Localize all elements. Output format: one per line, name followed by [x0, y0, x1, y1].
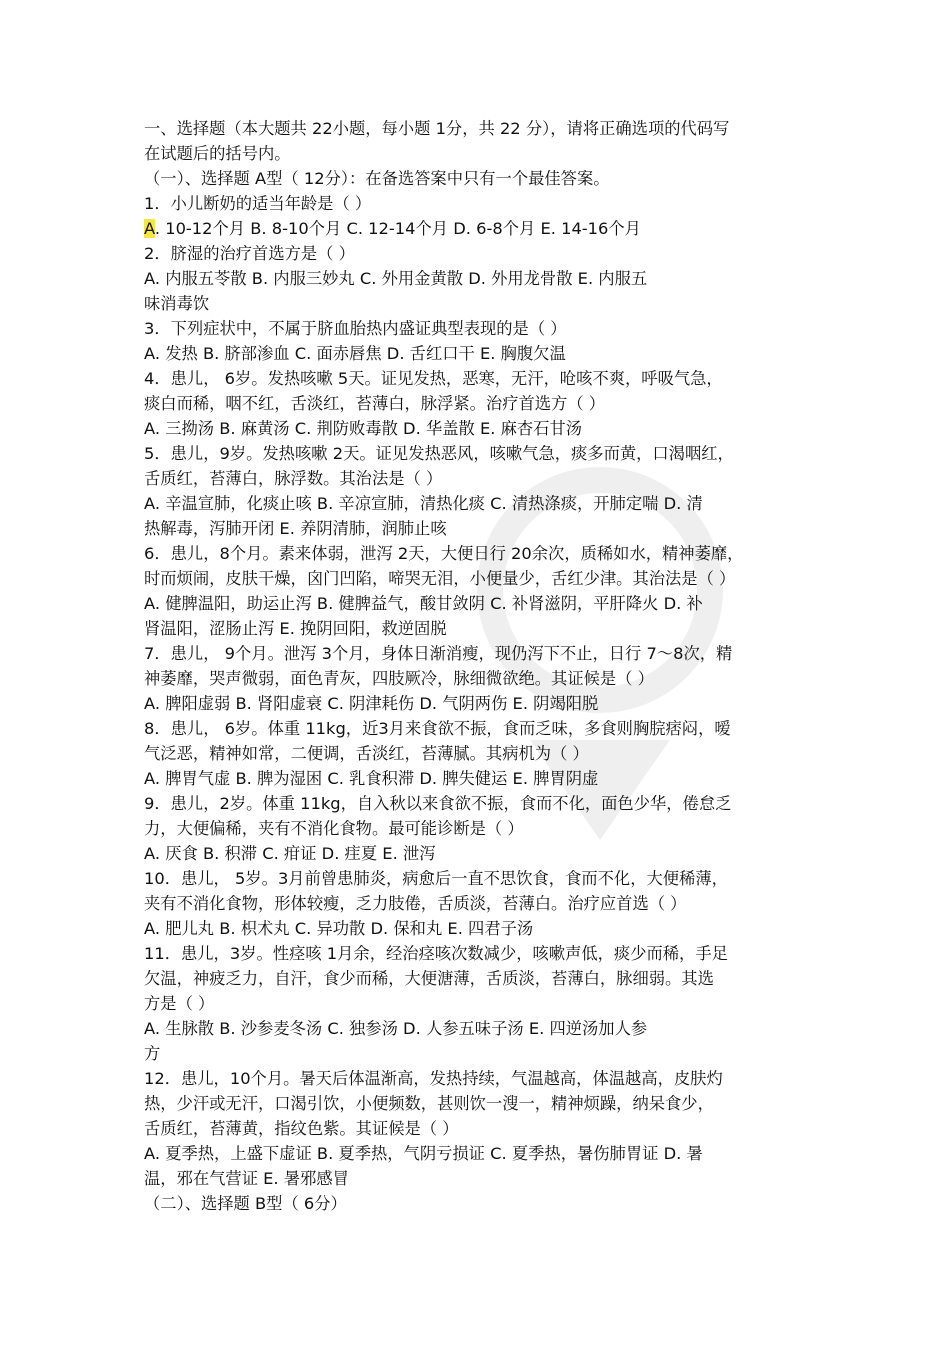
section-heading: 一、选择题（本大题共 22小题，每小题 1分，共 22 分），请将正确选项的代码写 — [144, 119, 730, 138]
question-4-options: A. 三拗汤 B. 麻黄汤 C. 荆防败毒散 D. 华盖散 E. 麻杏石甘汤 — [144, 419, 583, 438]
section-heading-cont: 在试题后的括号内。 — [144, 144, 291, 163]
question-1-options-text: . 10-12个月 B. 8-10个月 C. 12-14个月 D. 6-8个月 E. 14-16个月 — [154, 219, 641, 238]
question-4: 4．患儿， 6岁。发热咳嗽 5天。证见发热，恶寒，无汗，呛咳不爽，呼吸气急， — [144, 369, 723, 388]
question-11-cont-2: 方是（ ） — [144, 994, 215, 1013]
question-2: 2．脐湿的治疗首选方是（ ） — [144, 244, 355, 263]
question-10: 10．患儿， 5岁。3月前曾患肺炎，病愈后一直不思饮食，食而不化，大便稀薄， — [144, 869, 728, 888]
question-2-options-cont: 味消毒饮 — [144, 294, 210, 313]
question-5-options: A. 辛温宣肺，化痰止咳 B. 辛凉宣肺，清热化痰 C. 清热涤痰，开肺定喘 D. 清 — [144, 494, 703, 513]
question-9-cont: 力，大便偏稀，夹有不消化食物。最可能诊断是（ ） — [144, 819, 524, 838]
question-9: 9．患儿，2岁。体重 11kg，自入秋以来食欲不振，食而不化，面色少华，倦怠乏 — [144, 794, 732, 813]
highlighted-answer: A — [144, 219, 155, 238]
question-8: 8．患儿， 6岁。体重 11kg，近3月来食欲不振，食而乏味，多食则胸脘痞闷，嗳 — [144, 719, 731, 738]
question-3-options: A. 发热 B. 脐部渗血 C. 面赤唇焦 D. 舌红口干 E. 胸腹欠温 — [144, 344, 566, 363]
question-6-options: A. 健脾温阳，助运止泻 B. 健脾益气，酸甘敛阴 C. 补肾滋阴，平肝降火 D. 补 — [144, 594, 703, 613]
question-12-cont: 热，少汗或无汗，口渴引饮，小便频数，甚则饮一溲一，精神烦躁，纳呆食少， — [144, 1094, 714, 1113]
subsection-heading-b: （二）、选择题 B型（ 6分） — [144, 1194, 347, 1213]
question-8-cont: 气泛恶，精神如常，二便调，舌淡红，苔薄腻。其病机为（ ） — [144, 744, 589, 763]
question-5-options-cont: 热解毒，泻肺开闭 E. 养阴清肺，润肺止咳 — [144, 519, 447, 538]
exam-text — [144, 116, 824, 1216]
question-6: 6．患儿，8个月。素来体弱，泄泻 2天，大便日行 20余次，质稀如水，精神萎靡， — [144, 544, 744, 563]
question-12-options: A. 夏季热，上盛下虚证 B. 夏季热，气阴亏损证 C. 夏季热，暑伤肺胃证 D. 暑 — [144, 1144, 703, 1163]
question-5: 5．患儿，9岁。发热咳嗽 2天。证见发热恶风，咳嗽气急，痰多而黄，口渴咽红， — [144, 444, 734, 463]
question-11-options: A. 生脉散 B. 沙参麦冬汤 C. 独参汤 D. 人参五味子汤 E. 四逆汤加人参 — [144, 1019, 648, 1038]
question-12-options-cont: 温，邪在气营证 E. 暑邪感冒 — [144, 1169, 349, 1188]
question-10-options: A. 肥儿丸 B. 枳术丸 C. 异功散 D. 保和丸 E. 四君子汤 — [144, 919, 534, 938]
question-7-options: A. 脾阳虚弱 B. 肾阳虚衰 C. 阴津耗伤 D. 气阴两伤 E. 阴竭阳脱 — [144, 694, 599, 713]
question-8-options: A. 脾胃气虚 B. 脾为湿困 C. 乳食积滞 D. 脾失健运 E. 脾胃阴虚 — [144, 769, 599, 788]
question-10-cont: 夹有不消化食物，形体较瘦，乏力肢倦，舌质淡，苔薄白。治疗应首选（ ） — [144, 894, 687, 913]
question-2-options: A. 内服五苓散 B. 内服三妙丸 C. 外用金黄散 D. 外用龙骨散 E. 内服五 — [144, 269, 648, 288]
question-1-options — [144, 216, 824, 241]
question-6-options-cont: 肾温阳，涩肠止泻 E. 挽阴回阳，救逆固脱 — [144, 619, 447, 638]
question-11: 11．患儿，3岁。性痉咳 1月余，经治痉咳次数减少，咳嗽声低，痰少而稀，手足 — [144, 944, 728, 963]
question-5-cont: 舌质红，苔薄白，脉浮数。其治法是（ ） — [144, 469, 443, 488]
question-7: 7．患儿， 9个月。泄泻 3个月，身体日渐消瘦，现仍泻下不止，日行 7～8次，精 — [144, 644, 733, 663]
subsection-heading-a: （一）、选择题 A型（ 12分）：在备选答案中只有一个最佳答案。 — [144, 169, 610, 188]
question-12: 12．患儿，10个月。暑天后体温渐高，发热持续，气温越高，体温越高，皮肤灼 — [144, 1069, 723, 1088]
question-12-cont-2: 舌质红，苔薄黄，指纹色紫。其证候是（ ） — [144, 1119, 459, 1138]
question-7-cont: 神萎靡，哭声微弱，面色青灰，四肢厥冷，脉细微欲绝。其证候是（ ） — [144, 669, 654, 688]
question-11-options-cont: 方 — [144, 1044, 161, 1063]
question-3: 3．下列症状中，不属于脐血胎热内盛证典型表现的是（ ） — [144, 319, 567, 338]
question-4-cont: 痰白而稀，咽不红，舌淡红，苔薄白，脉浮紧。治疗首选方（ ） — [144, 394, 606, 413]
question-9-options: A. 厌食 B. 积滞 C. 疳证 D. 疰夏 E. 泄泻 — [144, 844, 436, 863]
question-11-cont: 欠温，神疲乏力，自汗，食少而稀，大便溏薄，舌质淡，苔薄白，脉细弱。其选 — [144, 969, 714, 988]
question-1: 1．小儿断奶的适当年龄是（ ） — [144, 194, 372, 213]
question-6-cont: 时而烦闹，皮肤干燥，囟门凹陷，啼哭无泪，小便量少，舌红少津。其治法是（ ） — [144, 569, 736, 588]
